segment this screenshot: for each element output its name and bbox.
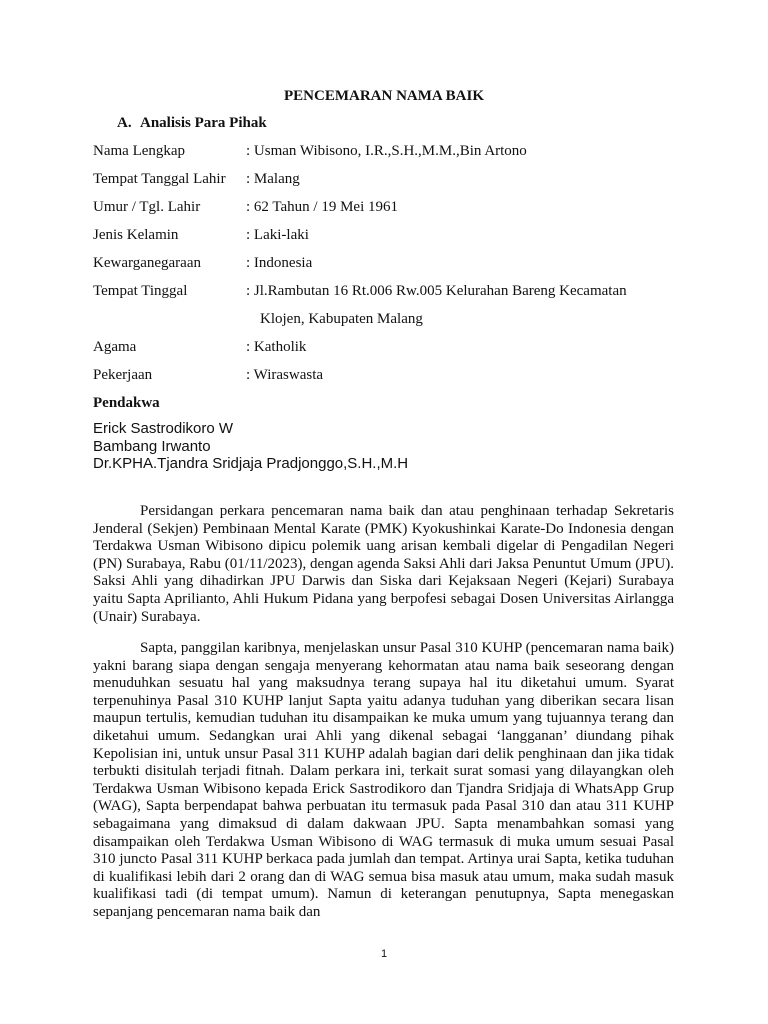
page-number: 1: [380, 948, 388, 960]
section-title: Analisis Para Pihak: [140, 115, 267, 131]
pendakwa-name: Dr.KPHA.Tjandra Sridjaja Pradjonggo,S.H.,M.H: [93, 455, 409, 472]
field-label: Nama Lengkap: [93, 143, 186, 159]
field-value: : Laki-laki: [246, 227, 309, 243]
field-jenis-kelamin: [93, 227, 309, 244]
field-value: : Jl.Rambutan 16 Rt.006 Rw.005 Kelurahan Bareng Kecamatan: [246, 283, 627, 299]
field-value: : Wiraswasta: [246, 367, 324, 383]
field-nama-lengkap: [93, 143, 527, 160]
field-label: Jenis Kelamin: [93, 227, 179, 243]
field-label: Umur / Tgl. Lahir: [93, 199, 201, 215]
field-value: : Katholik: [246, 339, 307, 355]
field-label: Pekerjaan: [93, 367, 153, 383]
field-value: : Indonesia: [246, 255, 313, 271]
body-paragraph: Sapta, panggilan karibnya, menjelaskan unsur Pasal 310 KUHP (pencemaran nama baik) yakni barang siapa dengan sengaja menyerang kehormatan atau nama baik seseorang dengan menuduhkan sesuatu hal yang maksudnya terang supaya hal itu diketahui umum. Syarat terpenuhinya Pasal 310 KUHP lanjut Sapta yaitu adanya tuduhan yang diberikan secara lisan maupun tertulis, kemudian tuduhan itu disampaikan ke muka umum yang tujuannya terang dan diketahui umum. Sedangkan urai Ahli yang dikenal sebagai ‘langganan’ diundang pihak Kepolisian ini, untuk unsur Pasal 311 KUHP adalah bagian dari delik penghinaan dan jika tidak terbukti disitulah terjadi fitnah. Dalam perkara ini, terkait surat somasi yang dilayangkan oleh Terdakwa Usman Wibisono kepada Erick Sastrodikoro dan Tjandra Sridjaja di WhatsApp Grup (WAG), Sapta berpendapat bahwa perbuatan itu termasuk pada Pasal 310 dan atau 311 KUHP sebagaimana yang dimaksud di dalam dakwaan JPU. Sapta menambahkan somasi yang disampaikan oleh Terdakwa Usman Wibisono di WAG termasuk di muka umum sesuai Pasal 310 juncto Pasal 311 KUHP berkaca pada jumlah dan tempat. Artinya urai Sapta, ketika tuduhan di kualifikasi lebih dari 2 orang dan di WAG semua bisa masuk atau umum, maka sudah masuk kualifikasi tadi (di tempat umum). Namun di keterangan penutupnya, Sapta menegaskan sepanjang pencemaran nama baik dan: [93, 640, 674, 920]
field-agama: [93, 339, 306, 356]
field-kewarganegaraan: [93, 255, 312, 272]
field-value: : Malang: [246, 171, 300, 187]
field-label: Agama: [93, 339, 137, 355]
address-continuation: Klojen, Kabupaten Malang: [260, 311, 423, 327]
pendakwa-name: Bambang Irwanto: [93, 437, 211, 455]
field-label: Kewarganegaraan: [93, 255, 201, 271]
field-value: : 62 Tahun / 19 Mei 1961: [246, 199, 398, 215]
document-title: PENCEMARAN NAMA BAIK: [284, 88, 484, 104]
body-paragraph: Persidangan perkara pencemaran nama baik dan atau penghinaan terhadap Sekretaris Jenderal (Sekjen) Pembinaan Mental Karate (PMK) Kyokushinkai Karate-Do Indonesia dengan Terdakwa Usman Wibisono dipicu polemik uang arisan kembali digelar di Pengadilan Negeri (PN) Surabaya, Rabu (01/11/2023), dengan agenda Saksi Ahli dari Jaksa Penuntut Umum (JPU). Saksi Ahli yang dihadirkan JPU Darwis dan Siska dari Kejaksaan Negeri (Kejari) Surabaya yaitu Sapta Aprilianto, Ahli Hukum Pidana yang berpofesi sebagai Dosen Universitas Airlangga (Unair) Surabaya.: [93, 503, 674, 625]
section-letter: A.: [117, 115, 132, 131]
section-heading: [117, 115, 267, 132]
field-label: Tempat Tinggal: [93, 283, 188, 299]
pendakwa-heading: Pendakwa: [93, 395, 160, 411]
field-value: : Usman Wibisono, I.R.,S.H.,M.M.,Bin Artono: [246, 143, 527, 159]
pendakwa-list: [93, 420, 408, 473]
pendakwa-name: Erick Sastrodikoro W: [93, 420, 234, 437]
field-tempat-tinggal: [93, 283, 627, 300]
field-tempat-tanggal-lahir: [93, 171, 300, 188]
field-label: Tempat Tanggal Lahir: [93, 171, 226, 187]
field-umur: [93, 199, 398, 216]
field-pekerjaan: [93, 367, 323, 384]
